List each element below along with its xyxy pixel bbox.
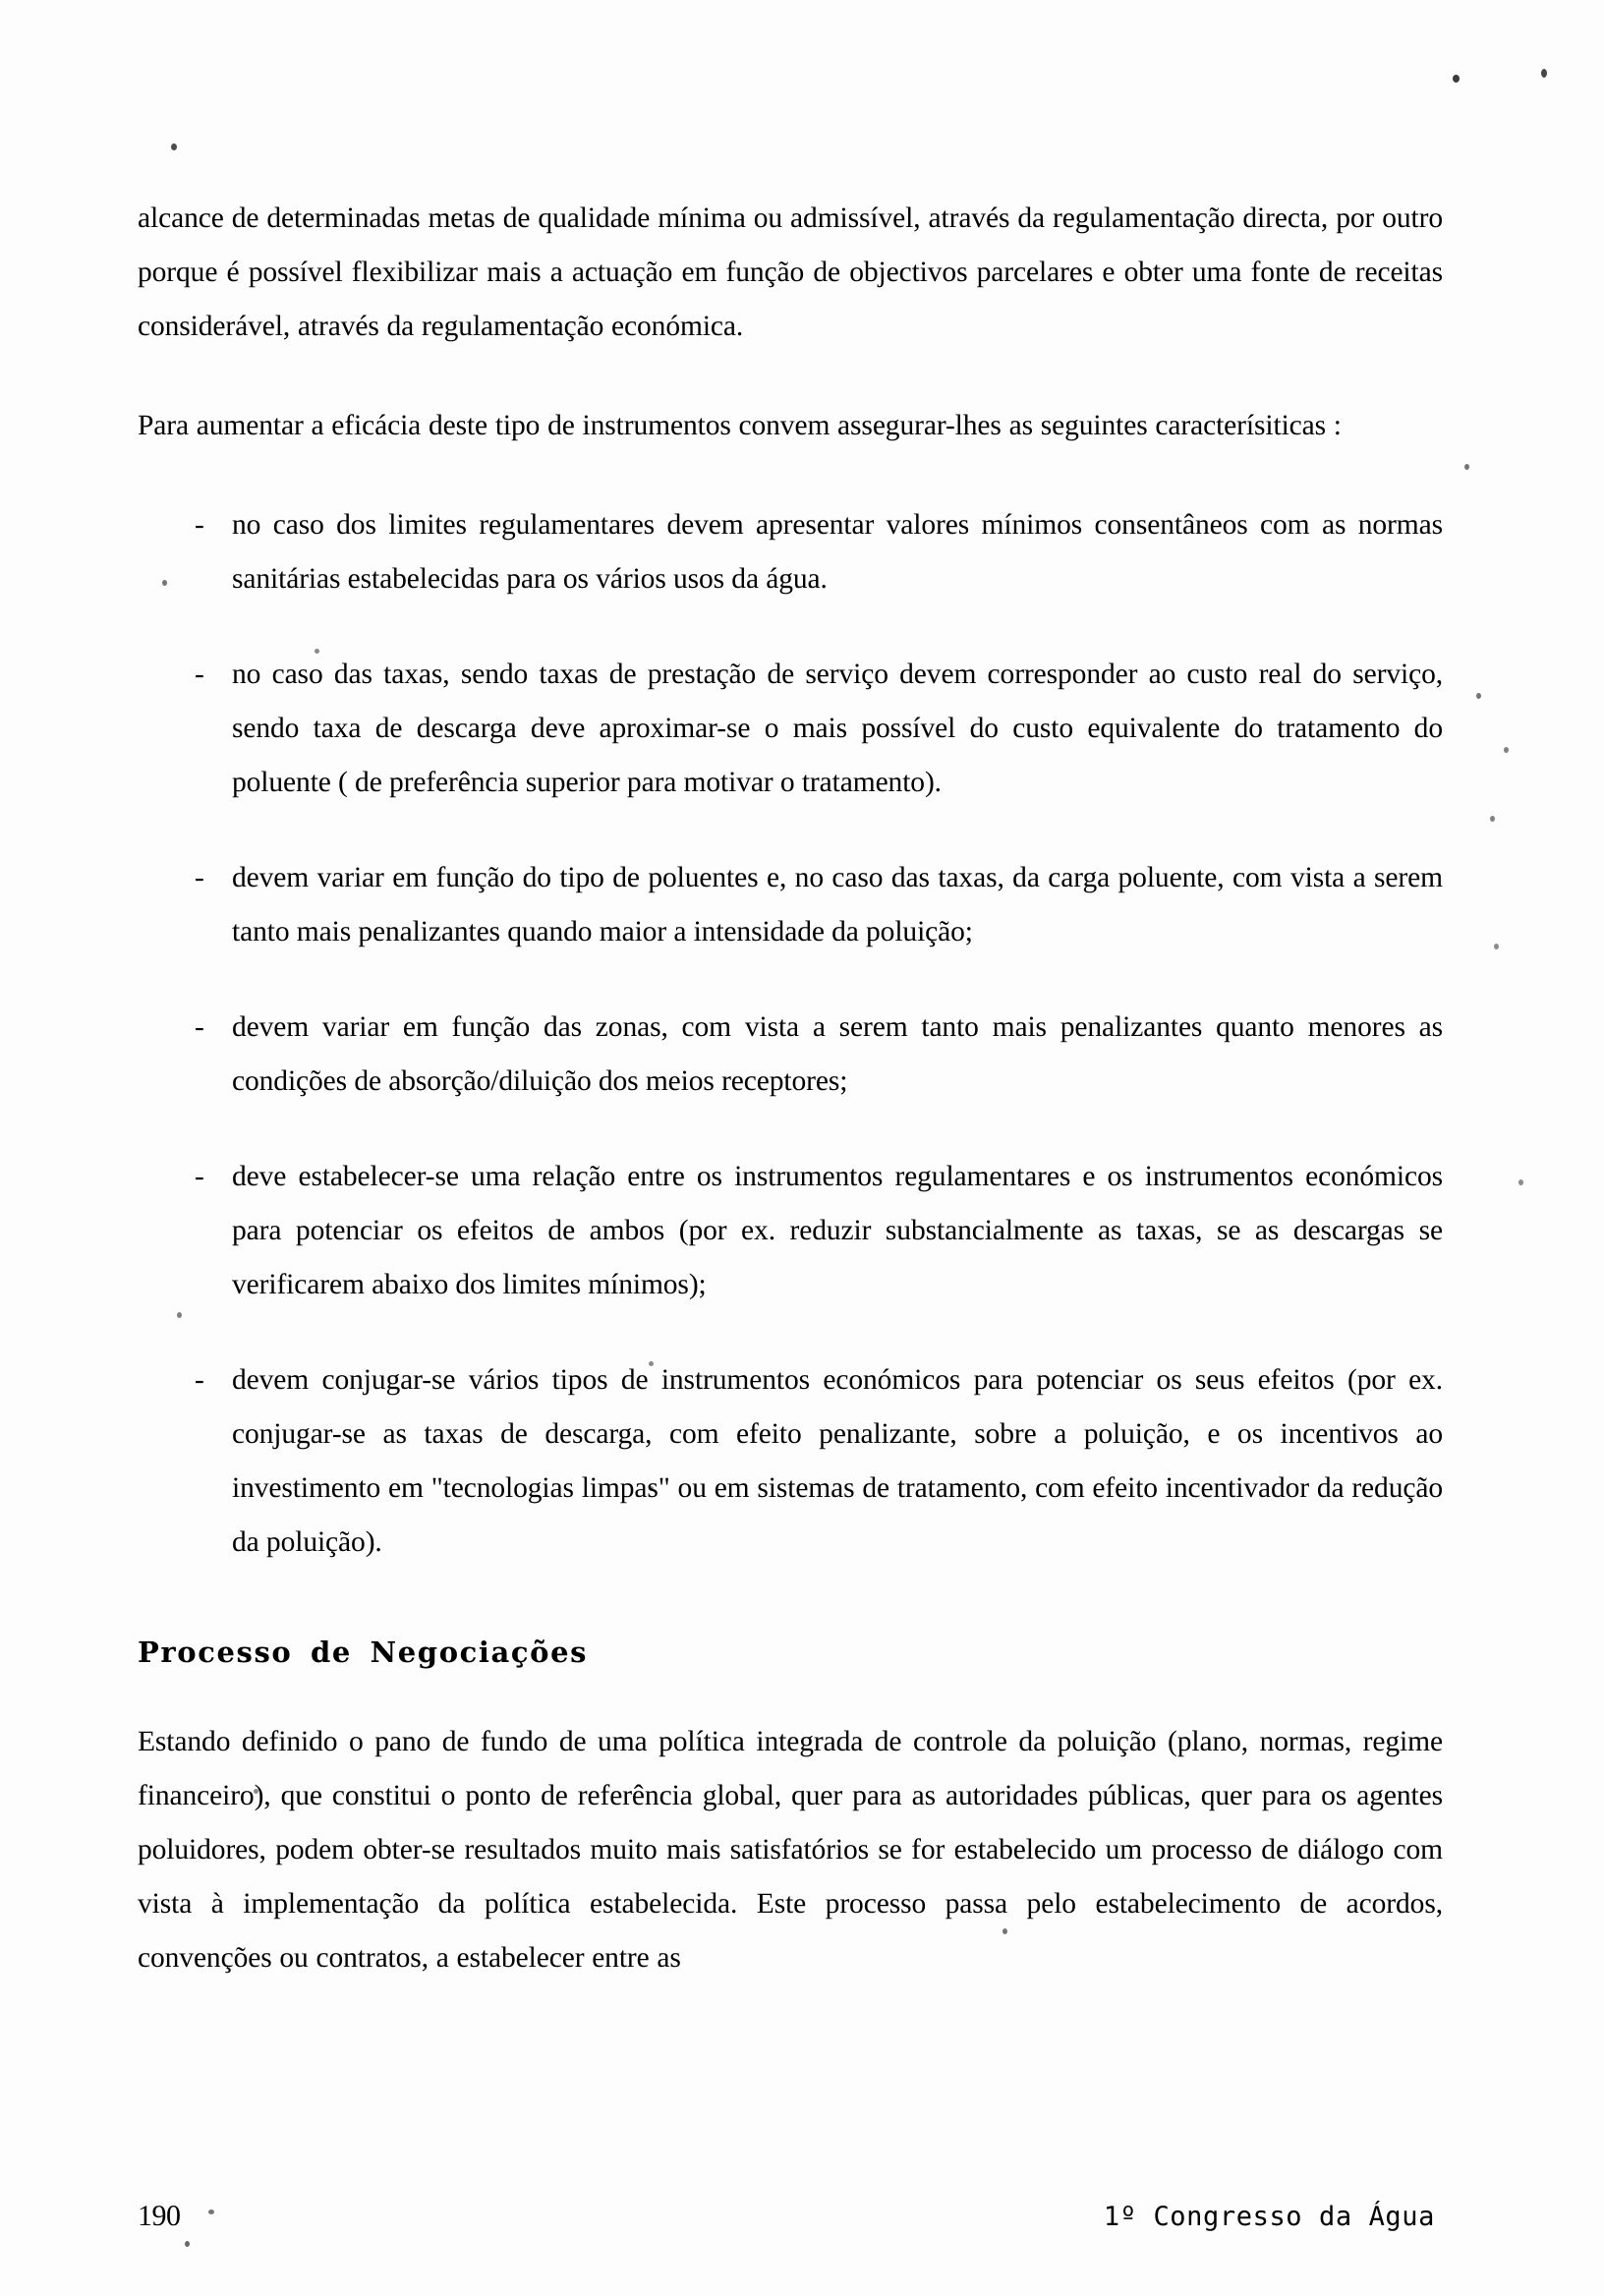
scan-speckle: [1518, 1179, 1523, 1185]
scan-speckle: [1464, 464, 1469, 470]
list-item-text: devem variar em função das zonas, com vista a serem tanto mais penalizantes quanto menores as condições de absorção/diluição dos meios receptores;: [232, 1011, 1443, 1097]
intro-paragraph: alcance de determinadas metas de qualidade mínima ou admissível, através da regulamentação directa, por outro porque é possível flexibilizar mais a actuação em função de objectivos parcelares e obter uma fonte de receitas considerável, através da regulamentação económica.: [138, 202, 1443, 342]
scan-speckle: [1541, 69, 1547, 78]
running-footer-title: 1º Congresso da Água: [1103, 2202, 1435, 2232]
page-number: 190: [138, 2200, 181, 2232]
scan-speckle: [171, 144, 177, 150]
section-body-paragraph: Estando definido o pano de fundo de uma política integrada de controle da poluição (plano, normas, regime financeiro), que constitui o ponto de referência global, quer para as autoridades públicas, quer para os agentes poluidores, podem obter-se resultados muito mais satisfatórios se for estabelecido um processo de diálogo com vista à implementação da política estabelecida. Este processo passa pelo estabelecimento de acordos, convenções ou contratos, a estabelecer entre as: [138, 1726, 1443, 1974]
list-item: [138, 851, 1443, 959]
scan-speckle: [185, 2241, 190, 2247]
scan-speckle: [1490, 816, 1495, 822]
list-item-text: deve estabelecer-se uma relação entre os instrumentos regulamentares e os instrumentos económicos para potenciar os efeitos de ambos (por ex. reduzir substancialmente as taxas, se as descargas se verificarem abaixo dos limites mínimos);: [232, 1161, 1443, 1300]
characteristics-list: [138, 498, 1443, 1570]
list-item: [138, 1353, 1443, 1570]
lead-in-paragraph: Para aumentar a eficácia deste tipo de instrumentos convem assegurar-lhes as seguintes caracterísiticas :: [138, 410, 1342, 441]
bullet-dash-icon: -: [195, 1011, 204, 1043]
page-footer: [138, 2200, 1445, 2233]
scan-speckle: [1476, 693, 1481, 699]
bullet-dash-icon: -: [195, 509, 204, 541]
scan-speckle: [1453, 75, 1460, 83]
list-item-text: devem conjugar-se vários tipos de instrumentos económicos para potenciar os seus efeitos (por ex. conjugar-se as taxas de descarga, com efeito penalizante, sobre a poluição, e os incentivos ao investimento em "tecnologias limpas" ou em sistemas de tratamento, com efeito incentivador da redução da poluição).: [232, 1364, 1443, 1558]
page-content: [138, 192, 1443, 2031]
list-item: [138, 498, 1443, 606]
bullet-dash-icon: -: [195, 1364, 204, 1396]
bullet-dash-icon: -: [195, 659, 204, 690]
list-item: [138, 1001, 1443, 1109]
bullet-dash-icon: -: [195, 1161, 204, 1192]
bullet-dash-icon: -: [195, 862, 204, 893]
list-item-text: no caso dos limites regulamentares devem apresentar valores mínimos consentâneos com as normas sanitárias estabelecidas para os vários usos da água.: [232, 509, 1443, 595]
scan-speckle: [1494, 944, 1499, 949]
section-heading: Processo de Negociações: [138, 1636, 589, 1669]
scan-speckle: [1504, 747, 1509, 753]
list-item-text: no caso das taxas, sendo taxas de prestação de serviço devem corresponder ao custo real do serviço, sendo taxa de descarga deve aproximar-se o mais possível do custo equivalente do tratamento do poluente ( de preferência superior para motivar o tratamento).: [232, 659, 1443, 798]
list-item-text: devem variar em função do tipo de poluentes e, no caso das taxas, da carga poluente, com vista a serem tanto mais penalizantes quando maior a intensidade da poluição;: [232, 862, 1443, 947]
list-item: [138, 1150, 1443, 1312]
list-item: [138, 648, 1443, 810]
